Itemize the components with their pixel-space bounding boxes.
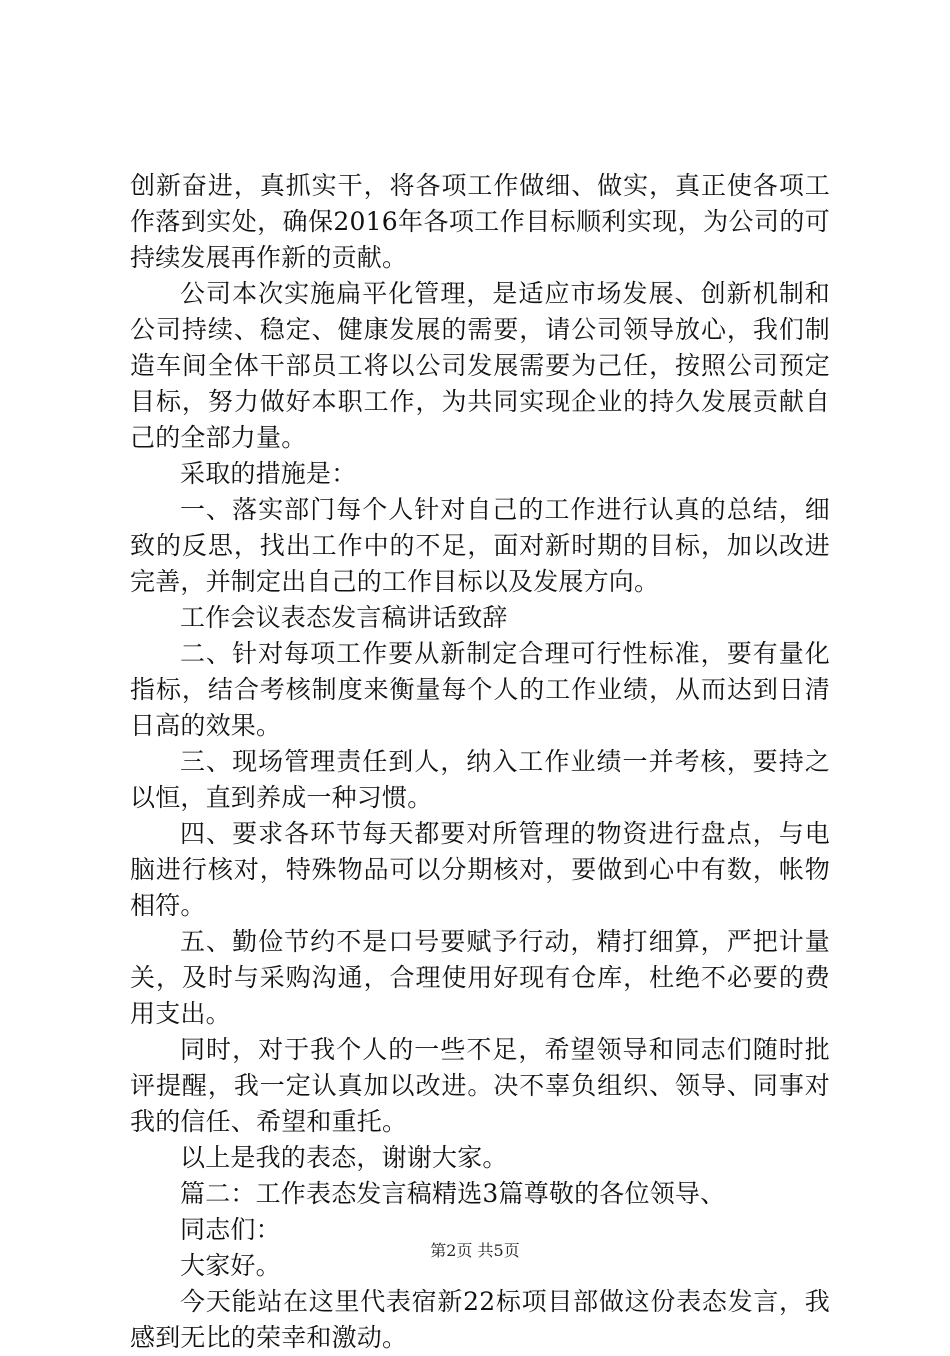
paragraph: 大家好。 [180, 1251, 281, 1280]
paragraph: 同时，对于我个人的一些不足，希望领导和同志们随时批评提醒，我一定认真加以改进。决不辜负组织、领导、同事对我的信任、希望和重托。 [130, 1035, 830, 1136]
paragraph: 今天能站在这里代表宿新22标项目部做这份表态发言，我感到无比的荣幸和激动。 [130, 1287, 830, 1352]
paragraph: 创新奋进，真抓实干，将各项工作做细、做实，真正使各项工作落到实处，确保2016年各项工作目标顺利实现，为公司的可持续发展再作新的贡献。 [130, 171, 830, 272]
paragraph: 同志们： [180, 1215, 281, 1244]
page-number-footer: 第2页 共5页 [430, 1241, 520, 1260]
paragraph: 篇二：工作表态发言稿精选3篇尊敬的各位领导、 [180, 1179, 726, 1208]
paragraph: 二、针对每项工作要从新制定合理可行性标准，要有量化指标，结合考核制度来衡量每个人的工作业绩，从而达到日清日高的效果。 [130, 639, 830, 740]
paragraph: 以上是我的表态，谢谢大家。 [180, 1143, 508, 1172]
paragraph: 四、要求各环节每天都要对所管理的物资进行盘点，与电脑进行核对，特殊物品可以分期核对，要做到心中有数，帐物相符。 [130, 819, 830, 920]
paragraph: 公司本次实施扁平化管理，是适应市场发展、创新机制和公司持续、稳定、健康发展的需要，请公司领导放心，我们制造车间全体干部员工将以公司发展需要为己任，按照公司预定目标，努力做好本职工作，为共同实现企业的持久发展贡献自己的全部力量。 [130, 279, 830, 452]
document-body [130, 168, 830, 1356]
paragraph: 采取的措施是： [180, 459, 357, 488]
paragraph: 一、落实部门每个人针对自己的工作进行认真的总结，细致的反思，找出工作中的不足，面对新时期的目标，加以改进完善，并制定出自己的工作目标以及发展方向。 [130, 495, 830, 596]
paragraph: 五、勤俭节约不是口号要赋予行动，精打细算，严把计量关，及时与采购沟通，合理使用好现有仓库，杜绝不必要的费用支出。 [130, 927, 830, 1028]
paragraph: 工作会议表态发言稿讲话致辞 [180, 603, 508, 632]
paragraph: 三、现场管理责任到人，纳入工作业绩一并考核，要持之以恒，直到养成一种习惯。 [130, 747, 830, 812]
